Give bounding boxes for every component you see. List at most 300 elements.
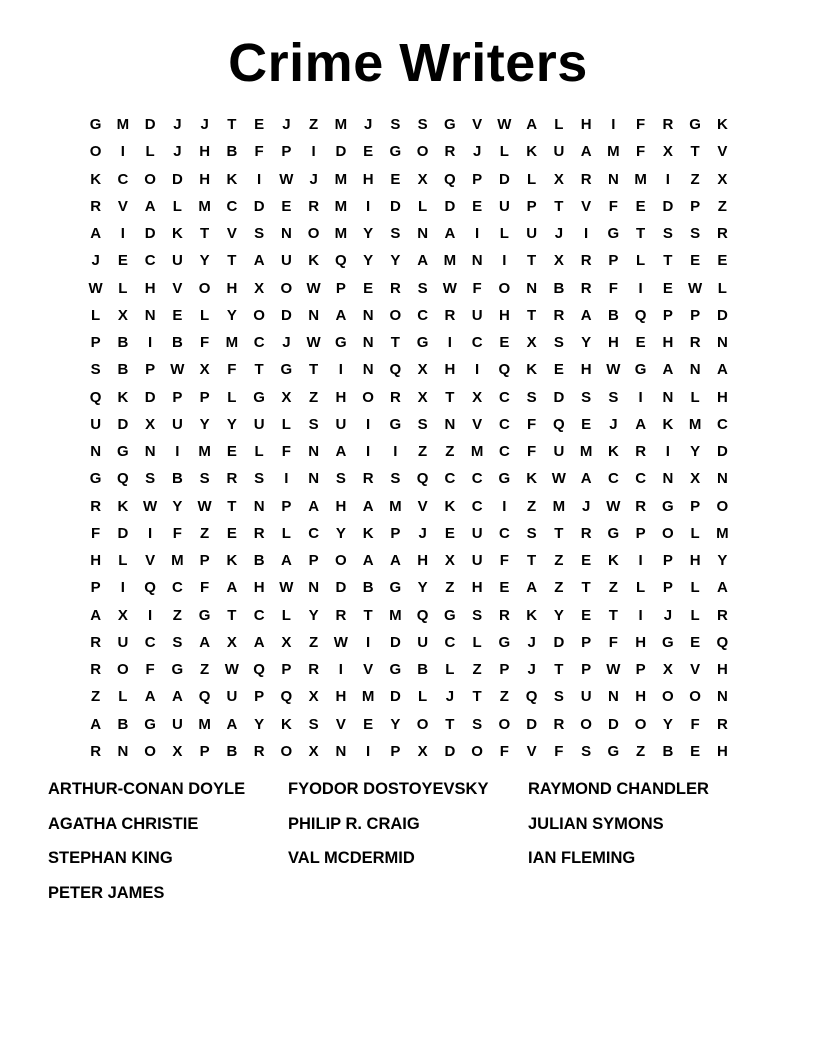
grid-letter[interactable]: R	[389, 388, 401, 406]
grid-letter[interactable]: I	[665, 170, 670, 188]
grid-letter[interactable]: C	[308, 524, 320, 542]
grid-letter[interactable]: V	[363, 661, 374, 679]
grid-letter[interactable]: Y	[363, 225, 374, 243]
grid-letter[interactable]: K	[117, 497, 129, 515]
grid-letter[interactable]: U	[553, 443, 565, 461]
grid-letter[interactable]: F	[636, 116, 646, 134]
grid-letter[interactable]: G	[607, 524, 620, 542]
grid-letter[interactable]: D	[389, 197, 401, 215]
grid-letter[interactable]: B	[553, 279, 565, 297]
grid-letter[interactable]: D	[553, 633, 565, 651]
grid-letter[interactable]: S	[472, 606, 483, 624]
grid-letter[interactable]: H	[716, 388, 728, 406]
grid-letter[interactable]: J	[527, 661, 536, 679]
grid-letter[interactable]: O	[144, 170, 156, 188]
grid-letter[interactable]: A	[280, 552, 292, 570]
grid-letter[interactable]: X	[417, 361, 428, 379]
grid-letter[interactable]: S	[553, 334, 564, 352]
grid-letter[interactable]: U	[526, 225, 538, 243]
grid-letter[interactable]: S	[390, 116, 401, 134]
grid-letter[interactable]: H	[607, 334, 619, 352]
grid-letter[interactable]: N	[607, 688, 619, 706]
grid-letter[interactable]: F	[608, 279, 618, 297]
grid-letter[interactable]: L	[527, 170, 537, 188]
grid-letter[interactable]: I	[502, 497, 507, 515]
grid-letter[interactable]: F	[200, 579, 210, 597]
grid-letter[interactable]: B	[171, 470, 183, 488]
grid-letter[interactable]: X	[662, 661, 673, 679]
grid-letter[interactable]: O	[362, 388, 374, 406]
grid-letter[interactable]: L	[118, 279, 128, 297]
grid-letter[interactable]: T	[690, 143, 700, 161]
grid-letter[interactable]: K	[362, 524, 374, 542]
grid-letter[interactable]: B	[362, 579, 374, 597]
grid-letter[interactable]: I	[611, 116, 616, 134]
grid-letter[interactable]: S	[581, 388, 592, 406]
grid-letter[interactable]: A	[171, 688, 183, 706]
grid-letter[interactable]: Y	[690, 443, 701, 461]
grid-letter[interactable]: L	[227, 388, 237, 406]
grid-letter[interactable]: V	[526, 742, 537, 760]
grid-letter[interactable]: H	[635, 688, 647, 706]
grid-letter[interactable]: R	[444, 306, 456, 324]
grid-letter[interactable]: U	[580, 688, 592, 706]
grid-letter[interactable]: D	[144, 225, 156, 243]
grid-letter[interactable]: G	[280, 361, 293, 379]
grid-letter[interactable]: H	[144, 279, 156, 297]
grid-letter[interactable]: I	[393, 443, 398, 461]
grid-letter[interactable]: M	[171, 552, 184, 570]
grid-letter[interactable]: G	[444, 606, 456, 624]
grid-letter[interactable]: A	[362, 497, 374, 515]
grid-letter[interactable]: R	[580, 524, 592, 542]
grid-letter[interactable]: M	[198, 443, 211, 461]
grid-letter[interactable]: R	[580, 170, 592, 188]
grid-letter[interactable]: O	[416, 715, 429, 733]
grid-letter[interactable]: G	[89, 116, 102, 134]
grid-letter[interactable]: Z	[309, 388, 319, 406]
grid-letter[interactable]: T	[227, 252, 237, 270]
grid-letter[interactable]: L	[254, 443, 264, 461]
grid-letter[interactable]: T	[445, 388, 455, 406]
grid-letter[interactable]: P	[199, 388, 210, 406]
grid-letter[interactable]: D	[389, 688, 401, 706]
grid-letter[interactable]: A	[716, 361, 728, 379]
grid-letter[interactable]: E	[690, 633, 701, 651]
grid-letter[interactable]: R	[90, 742, 102, 760]
grid-letter[interactable]: V	[472, 116, 483, 134]
grid-letter[interactable]: F	[554, 742, 564, 760]
grid-letter[interactable]: Z	[717, 197, 727, 215]
grid-letter[interactable]: Q	[498, 361, 511, 379]
grid-letter[interactable]: S	[390, 470, 401, 488]
grid-letter[interactable]: M	[634, 170, 647, 188]
grid-letter[interactable]: X	[308, 742, 319, 760]
grid-letter[interactable]: Q	[553, 415, 565, 433]
grid-letter[interactable]: G	[335, 334, 347, 352]
grid-letter[interactable]: Q	[144, 579, 156, 597]
grid-letter[interactable]: J	[527, 633, 536, 651]
grid-letter[interactable]: A	[444, 225, 456, 243]
grid-letter[interactable]: I	[475, 361, 480, 379]
grid-letter[interactable]: O	[689, 688, 701, 706]
grid-letter[interactable]: R	[308, 197, 320, 215]
grid-letter[interactable]: N	[716, 334, 728, 352]
grid-letter[interactable]: Y	[717, 552, 728, 570]
grid-letter[interactable]: S	[472, 715, 483, 733]
grid-letter[interactable]: L	[145, 143, 155, 161]
grid-letter[interactable]: U	[226, 688, 238, 706]
grid-letter[interactable]: M	[198, 197, 211, 215]
grid-letter[interactable]: O	[716, 497, 729, 515]
grid-letter[interactable]: K	[226, 552, 238, 570]
grid-letter[interactable]: I	[338, 361, 343, 379]
grid-letter[interactable]: O	[662, 524, 674, 542]
grid-letter[interactable]: I	[447, 334, 452, 352]
grid-letter[interactable]: Z	[608, 579, 618, 597]
grid-letter[interactable]: L	[445, 661, 455, 679]
grid-letter[interactable]: C	[144, 252, 156, 270]
grid-letter[interactable]: G	[389, 143, 402, 161]
grid-letter[interactable]: C	[498, 443, 510, 461]
grid-letter[interactable]: D	[389, 633, 401, 651]
grid-letter[interactable]: Y	[390, 715, 401, 733]
grid-letter[interactable]: L	[717, 279, 727, 297]
grid-letter[interactable]: G	[89, 470, 102, 488]
grid-letter[interactable]: Y	[308, 606, 319, 624]
grid-letter[interactable]: V	[117, 197, 128, 215]
grid-letter[interactable]: E	[581, 415, 592, 433]
grid-letter[interactable]: Y	[363, 252, 374, 270]
grid-letter[interactable]: A	[580, 143, 592, 161]
grid-letter[interactable]: S	[553, 688, 564, 706]
grid-letter[interactable]: A	[199, 633, 211, 651]
grid-letter[interactable]: G	[416, 334, 429, 352]
grid-letter[interactable]: T	[527, 552, 537, 570]
grid-letter[interactable]: M	[607, 143, 620, 161]
grid-letter[interactable]: I	[311, 143, 316, 161]
grid-letter[interactable]: Z	[690, 170, 700, 188]
grid-letter[interactable]: I	[638, 606, 643, 624]
grid-letter[interactable]: U	[90, 415, 102, 433]
grid-letter[interactable]: U	[553, 143, 565, 161]
grid-letter[interactable]: K	[444, 497, 456, 515]
grid-letter[interactable]: Y	[226, 306, 237, 324]
grid-letter[interactable]: K	[226, 170, 238, 188]
grid-letter[interactable]: C	[498, 415, 510, 433]
grid-letter[interactable]: E	[635, 334, 646, 352]
grid-letter[interactable]: S	[526, 388, 537, 406]
grid-letter[interactable]: D	[117, 524, 129, 542]
grid-letter[interactable]: D	[553, 388, 565, 406]
grid-letter[interactable]: T	[445, 715, 455, 733]
grid-letter[interactable]: E	[662, 279, 673, 297]
grid-letter[interactable]: S	[417, 116, 428, 134]
grid-letter[interactable]: N	[526, 279, 538, 297]
grid-letter[interactable]: X	[417, 170, 428, 188]
grid-letter[interactable]: M	[389, 606, 402, 624]
grid-letter[interactable]: R	[253, 742, 265, 760]
grid-letter[interactable]: N	[362, 361, 374, 379]
grid-letter[interactable]: N	[689, 361, 701, 379]
grid-letter[interactable]: M	[716, 524, 729, 542]
grid-letter[interactable]: D	[280, 306, 292, 324]
grid-letter[interactable]: L	[118, 552, 128, 570]
grid-letter[interactable]: A	[335, 443, 347, 461]
grid-letter[interactable]: L	[281, 606, 291, 624]
grid-letter[interactable]: K	[171, 225, 183, 243]
grid-letter[interactable]: C	[716, 415, 728, 433]
grid-letter[interactable]: F	[499, 552, 509, 570]
grid-letter[interactable]: K	[716, 116, 728, 134]
grid-letter[interactable]: P	[690, 306, 701, 324]
grid-letter[interactable]: R	[444, 143, 456, 161]
grid-letter[interactable]: C	[444, 633, 456, 651]
grid-letter[interactable]: M	[198, 715, 211, 733]
grid-letter[interactable]: Y	[199, 252, 210, 270]
grid-letter[interactable]: X	[417, 388, 428, 406]
grid-letter[interactable]: X	[117, 606, 128, 624]
grid-letter[interactable]: U	[171, 715, 183, 733]
grid-letter[interactable]: I	[366, 415, 371, 433]
grid-letter[interactable]: M	[334, 170, 348, 188]
grid-letter[interactable]: N	[362, 334, 374, 352]
grid-letter[interactable]: I	[175, 443, 180, 461]
grid-letter[interactable]: S	[199, 470, 210, 488]
grid-letter[interactable]: P	[690, 497, 701, 515]
grid-letter[interactable]: M	[334, 197, 348, 215]
grid-letter[interactable]: N	[444, 415, 456, 433]
grid-letter[interactable]: Y	[199, 415, 210, 433]
grid-letter[interactable]: C	[253, 334, 265, 352]
grid-letter[interactable]: H	[335, 388, 347, 406]
grid-letter[interactable]: A	[580, 470, 592, 488]
grid-letter[interactable]: Q	[716, 633, 729, 651]
grid-letter[interactable]: R	[389, 279, 401, 297]
grid-letter[interactable]: J	[418, 524, 427, 542]
grid-letter[interactable]: A	[90, 715, 102, 733]
grid-letter[interactable]: G	[171, 661, 184, 679]
grid-letter[interactable]: H	[417, 552, 429, 570]
grid-letter[interactable]: E	[226, 524, 237, 542]
grid-letter[interactable]: S	[90, 361, 101, 379]
grid-letter[interactable]: Z	[445, 579, 455, 597]
grid-letter[interactable]: J	[609, 415, 618, 433]
grid-letter[interactable]: L	[281, 415, 291, 433]
grid-letter[interactable]: G	[498, 633, 511, 651]
grid-letter[interactable]: Z	[200, 661, 210, 679]
grid-letter[interactable]: H	[662, 334, 674, 352]
grid-letter[interactable]: G	[689, 116, 701, 134]
grid-letter[interactable]: V	[172, 279, 183, 297]
grid-letter[interactable]: J	[282, 116, 291, 134]
grid-letter[interactable]: P	[581, 661, 592, 679]
grid-letter[interactable]: X	[526, 334, 537, 352]
grid-letter[interactable]: A	[662, 361, 674, 379]
grid-letter[interactable]: Y	[390, 252, 401, 270]
grid-letter[interactable]: P	[690, 197, 701, 215]
grid-letter[interactable]: S	[254, 225, 265, 243]
grid-letter[interactable]: Z	[91, 688, 101, 706]
grid-letter[interactable]: X	[281, 633, 292, 651]
grid-letter[interactable]: I	[638, 552, 643, 570]
grid-letter[interactable]: P	[281, 143, 292, 161]
grid-letter[interactable]: F	[636, 143, 646, 161]
grid-letter[interactable]: K	[607, 443, 619, 461]
grid-letter[interactable]: S	[254, 470, 265, 488]
grid-letter[interactable]: D	[335, 579, 347, 597]
grid-letter[interactable]: X	[226, 633, 237, 651]
grid-letter[interactable]: V	[717, 143, 728, 161]
grid-letter[interactable]: H	[635, 633, 647, 651]
grid-letter[interactable]: O	[89, 143, 102, 161]
grid-letter[interactable]: P	[499, 661, 510, 679]
grid-letter[interactable]: O	[498, 715, 511, 733]
grid-letter[interactable]: N	[308, 306, 320, 324]
grid-letter[interactable]: R	[716, 715, 728, 733]
grid-letter[interactable]: O	[335, 552, 347, 570]
grid-letter[interactable]: E	[117, 252, 128, 270]
grid-letter[interactable]: A	[90, 225, 102, 243]
grid-letter[interactable]: G	[253, 388, 265, 406]
grid-letter[interactable]: N	[308, 470, 320, 488]
grid-letter[interactable]: A	[253, 633, 265, 651]
grid-letter[interactable]: U	[253, 415, 265, 433]
grid-letter[interactable]: X	[417, 742, 428, 760]
grid-letter[interactable]: H	[90, 552, 102, 570]
grid-letter[interactable]: Y	[662, 715, 673, 733]
grid-letter[interactable]: M	[470, 443, 484, 461]
grid-letter[interactable]: F	[281, 443, 291, 461]
grid-letter[interactable]: I	[120, 225, 125, 243]
grid-letter[interactable]: C	[635, 470, 647, 488]
grid-letter[interactable]: R	[635, 497, 647, 515]
grid-letter[interactable]: Z	[554, 552, 564, 570]
grid-letter[interactable]: L	[118, 688, 128, 706]
grid-letter[interactable]: C	[498, 388, 510, 406]
grid-letter[interactable]: Z	[172, 606, 182, 624]
grid-letter[interactable]: W	[442, 279, 457, 297]
grid-letter[interactable]: B	[117, 715, 129, 733]
grid-letter[interactable]: Z	[527, 497, 537, 515]
grid-letter[interactable]: N	[308, 443, 320, 461]
grid-letter[interactable]: Q	[280, 688, 293, 706]
grid-letter[interactable]: K	[526, 361, 538, 379]
grid-letter[interactable]: W	[143, 497, 158, 515]
grid-letter[interactable]: G	[444, 116, 456, 134]
grid-letter[interactable]: Q	[389, 361, 402, 379]
grid-letter[interactable]: R	[226, 470, 238, 488]
grid-letter[interactable]: G	[389, 415, 402, 433]
grid-letter[interactable]: P	[145, 361, 156, 379]
grid-letter[interactable]: A	[335, 306, 347, 324]
grid-letter[interactable]: T	[227, 606, 237, 624]
grid-letter[interactable]: R	[90, 633, 102, 651]
grid-letter[interactable]: E	[717, 252, 728, 270]
grid-letter[interactable]: A	[362, 552, 374, 570]
grid-letter[interactable]: X	[199, 361, 210, 379]
grid-letter[interactable]: M	[361, 688, 375, 706]
grid-letter[interactable]: O	[580, 715, 592, 733]
grid-letter[interactable]: S	[581, 742, 592, 760]
grid-letter[interactable]: P	[526, 197, 537, 215]
grid-letter[interactable]: P	[281, 661, 292, 679]
grid-letter[interactable]: Z	[554, 579, 564, 597]
grid-letter[interactable]: H	[498, 306, 510, 324]
grid-letter[interactable]: O	[253, 306, 265, 324]
grid-letter[interactable]: Z	[200, 524, 210, 542]
grid-letter[interactable]: U	[117, 633, 129, 651]
grid-letter[interactable]: T	[390, 334, 400, 352]
grid-letter[interactable]: I	[638, 388, 643, 406]
grid-letter[interactable]: L	[499, 143, 509, 161]
grid-letter[interactable]: N	[471, 252, 483, 270]
grid-letter[interactable]: C	[144, 633, 156, 651]
grid-letter[interactable]: W	[606, 661, 621, 679]
grid-letter[interactable]: I	[338, 661, 343, 679]
grid-letter[interactable]: C	[417, 306, 429, 324]
grid-letter[interactable]: P	[254, 688, 265, 706]
grid-letter[interactable]: R	[580, 252, 592, 270]
grid-letter[interactable]: Y	[254, 715, 265, 733]
grid-letter[interactable]: B	[607, 306, 619, 324]
grid-letter[interactable]: F	[499, 742, 509, 760]
grid-letter[interactable]: W	[224, 661, 239, 679]
grid-letter[interactable]: P	[199, 742, 210, 760]
grid-letter[interactable]: W	[688, 279, 703, 297]
grid-letter[interactable]: L	[281, 524, 291, 542]
grid-letter[interactable]: O	[117, 661, 129, 679]
grid-letter[interactable]: L	[690, 388, 700, 406]
grid-letter[interactable]: H	[335, 497, 347, 515]
grid-letter[interactable]: G	[662, 633, 674, 651]
grid-letter[interactable]: C	[253, 606, 265, 624]
grid-letter[interactable]: G	[198, 606, 211, 624]
grid-letter[interactable]: B	[226, 143, 238, 161]
grid-letter[interactable]: T	[227, 497, 237, 515]
grid-letter[interactable]: D	[716, 306, 728, 324]
grid-letter[interactable]: L	[91, 306, 101, 324]
grid-letter[interactable]: N	[662, 388, 674, 406]
grid-letter[interactable]: I	[638, 279, 643, 297]
grid-letter[interactable]: K	[526, 143, 538, 161]
grid-letter[interactable]: X	[717, 170, 728, 188]
grid-letter[interactable]: E	[499, 579, 510, 597]
grid-letter[interactable]: E	[472, 197, 483, 215]
grid-letter[interactable]: Q	[89, 388, 102, 406]
grid-letter[interactable]: T	[663, 252, 673, 270]
grid-letter[interactable]: D	[498, 170, 510, 188]
grid-letter[interactable]: I	[120, 143, 125, 161]
grid-letter[interactable]: S	[608, 388, 619, 406]
grid-letter[interactable]: L	[690, 524, 700, 542]
grid-letter[interactable]: Y	[417, 579, 428, 597]
grid-letter[interactable]: X	[117, 306, 128, 324]
grid-letter[interactable]: F	[200, 334, 210, 352]
grid-letter[interactable]: I	[584, 225, 589, 243]
grid-letter[interactable]: G	[607, 742, 620, 760]
grid-letter[interactable]: I	[366, 742, 371, 760]
grid-letter[interactable]: E	[444, 524, 455, 542]
grid-letter[interactable]: O	[280, 279, 293, 297]
grid-letter[interactable]: A	[635, 415, 647, 433]
grid-letter[interactable]: H	[716, 661, 728, 679]
grid-letter[interactable]: I	[502, 252, 507, 270]
grid-letter[interactable]: F	[254, 143, 264, 161]
grid-letter[interactable]: N	[253, 497, 265, 515]
grid-letter[interactable]: W	[306, 279, 321, 297]
grid-letter[interactable]: C	[444, 470, 456, 488]
